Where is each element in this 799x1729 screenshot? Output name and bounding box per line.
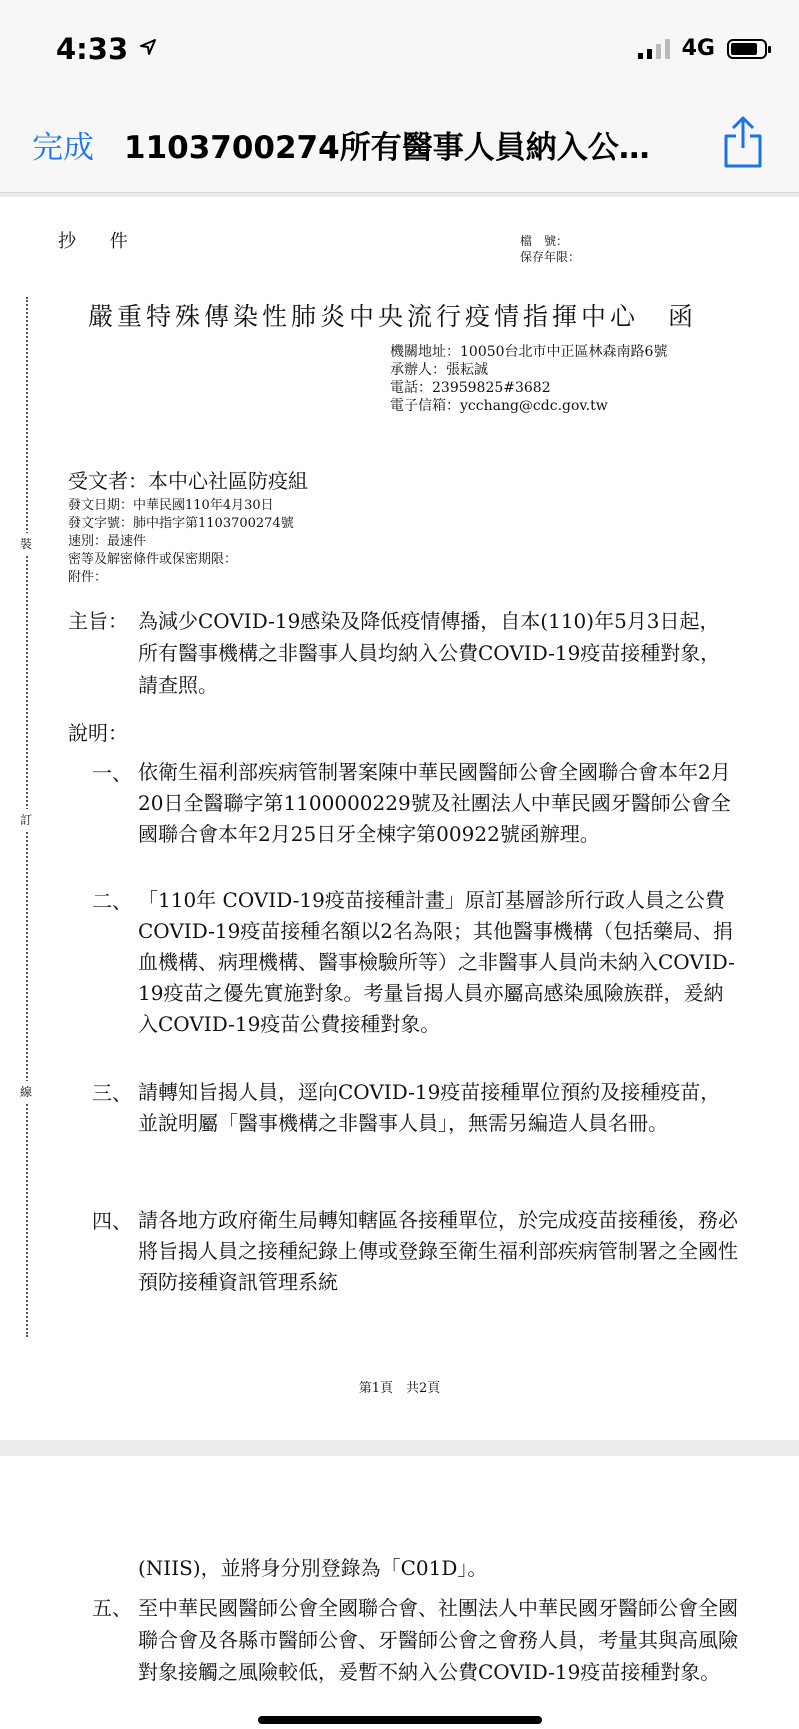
status-bar — [0, 0, 799, 100]
network-type: 4G — [681, 36, 715, 61]
battery-icon — [727, 39, 767, 59]
item-text: 依衛生福利部疾病管制署案陳中華民國醫師公會全國聯合會本年2月20日全醫聯字第1100000229號及社團法人中華民國牙醫師公會全國聯合會本年2月25日牙全棟字第00922號函辦理。 — [138, 760, 731, 846]
status-time — [56, 32, 158, 66]
continuation-text: (NIIS)，並將身分別登錄為「C01D」。 — [138, 1556, 488, 1580]
subject-label: 主旨： — [68, 609, 128, 633]
status-indicators — [638, 36, 767, 61]
retention-label: 保存年限： — [520, 250, 581, 264]
copy-mark: 抄 件 — [58, 231, 142, 252]
agency-info — [390, 343, 667, 415]
location-arrow-icon — [138, 37, 158, 57]
item-number: 一、 — [92, 761, 132, 785]
binding-mark: 裝 — [20, 533, 32, 554]
page-number: 第1頁 共2頁 — [358, 1381, 441, 1396]
dispatch-date: 發文日期：中華民國110年4月30日 — [68, 498, 274, 513]
signal-icon — [638, 39, 670, 59]
document-page-1 — [0, 197, 799, 1440]
document-title: 1103700274所有醫事人員納入公… — [124, 130, 650, 166]
file-number-label: 檔 號： — [520, 234, 569, 248]
item-text: 請轉知旨揭人員，逕向COVID-19疫苗接種單位預約及接種疫苗，並說明屬「醫事機構之非醫事人員」，無需另編造人員名冊。 — [138, 1080, 721, 1135]
dispatch-meta — [68, 497, 294, 587]
explanation-label: 說明： — [68, 721, 128, 745]
agency-email: 電子信箱：ycchang@cdc.gov.tw — [390, 398, 608, 414]
item-number: 二、 — [92, 889, 132, 913]
urgency: 速別：最速件 — [68, 534, 147, 549]
binding-mark: 訂 — [20, 809, 32, 830]
dispatch-number: 發文字號：肺中指字第1103700274號 — [68, 516, 294, 531]
file-meta — [520, 233, 580, 265]
item-number: 五、 — [92, 1596, 132, 1620]
document-viewer[interactable] — [0, 193, 799, 1729]
item-number: 三、 — [92, 1081, 132, 1105]
binding-mark: 線 — [20, 1081, 32, 1102]
recipient: 受文者：本中心社區防疫組 — [68, 469, 308, 493]
item-text: 「110年 COVID-19疫苗接種計畫」原訂基層診所行政人員之公費COVID-19疫苗接種名額以2名為限；其他醫事機構（包括藥局、捐血機構、病理機構、醫事檢驗所等）之非醫事人員尚未納入COVID-19疫苗之優先實施對象。考量旨揭人員亦屬高感染風險族群，爰納入COVID-19疫苗公費接種對象。 — [138, 888, 735, 1036]
nav-bar — [0, 100, 799, 193]
done-button[interactable]: 完成 — [32, 130, 94, 166]
issuing-agency: 嚴重特殊傳染性肺炎中央流行疫情指揮中心 函 — [88, 302, 698, 331]
item-number: 四、 — [92, 1209, 132, 1233]
home-indicator[interactable] — [258, 1716, 542, 1724]
agency-address: 機關地址：10050台北市中正區林森南路6號 — [390, 344, 668, 360]
agency-contact: 承辦人：張耘誠 — [390, 362, 488, 378]
attachments: 附件： — [68, 570, 108, 585]
item-text: 請各地方政府衛生局轉知轄區各接種單位，於完成疫苗接種後，務必將旨揭人員之接種紀錄上傳或登錄至衛生福利部疾病管制署之全國性預防接種資訊管理系統 — [138, 1208, 738, 1294]
document-page-2 — [0, 1456, 799, 1729]
item-text: 至中華民國醫師公會全國聯合會、社團法人中華民國牙醫師公會全國聯合會及各縣市醫師公會、牙醫師公會之會務人員，考量其與高風險對象接觸之風險較低，爰暫不納入公費COVID-19疫苗接種對象。 — [138, 1596, 738, 1684]
confidentiality: 密等及解密條件或保密期限： — [68, 552, 238, 567]
agency-phone: 電話：23959825#3682 — [390, 380, 551, 396]
subject-text: 為減少COVID-19感染及降低疫情傳播，自本(110)年5月3日起，所有醫事機構之非醫事人員均納入公費COVID-19疫苗接種對象，請查照。 — [138, 609, 721, 697]
share-icon[interactable] — [721, 114, 765, 170]
clock: 4:33 — [56, 32, 129, 66]
